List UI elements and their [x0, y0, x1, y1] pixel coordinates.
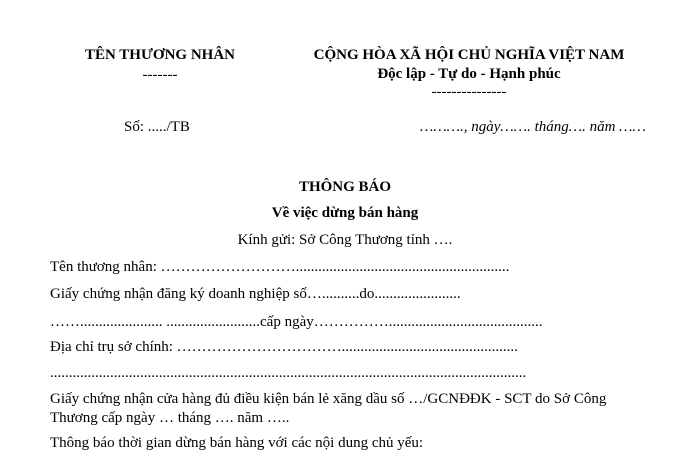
business-registration-field: Giấy chứng nhận đăng ký doanh nghiệp số…..........do.......................: [50, 286, 461, 302]
merchant-name-field: Tên thương nhân: ……………………….........................................................: [50, 259, 510, 275]
merchant-divider: -------: [142, 67, 178, 83]
certificate-issue-date-line: Thương cấp ngày … tháng …. năm …..: [50, 410, 290, 426]
certificate-line: Giấy chứng nhận cửa hàng đủ điều kiện bán lẻ xăng dầu số …/GCNĐĐK - SCT do Sở Công: [50, 391, 607, 407]
head-office-address-field: Địa chỉ trụ sở chính: ……………………………...............................................: [50, 339, 518, 355]
document-subject: Về việc dừng bán hàng: [271, 205, 419, 221]
motto-divider: ---------------: [431, 84, 507, 100]
recipient-line: Kính gửi: Sở Công Thương tỉnh ….: [237, 232, 453, 248]
date-line: ………., ngày……. tháng…. năm ……: [420, 119, 646, 135]
document-title: THÔNG BÁO: [298, 179, 392, 195]
merchant-name-heading: TÊN THƯƠNG NHÂN: [84, 47, 235, 63]
address-continuation-line: ...............................................................................................................................: [50, 365, 527, 381]
notice-content-intro: Thông báo thời gian dừng bán hàng với các nội dung chủ yếu:: [50, 435, 424, 451]
national-motto: Độc lập - Tự do - Hạnh phúc: [377, 66, 561, 82]
document-number: Số: ...../TB: [124, 119, 190, 135]
national-title: CỘNG HÒA XÃ HỘI CHỦ NGHĨA VIỆT NAM: [313, 47, 625, 63]
issue-date-field: ……...................... .........................cấp ngày…………….........................................: [50, 314, 543, 330]
